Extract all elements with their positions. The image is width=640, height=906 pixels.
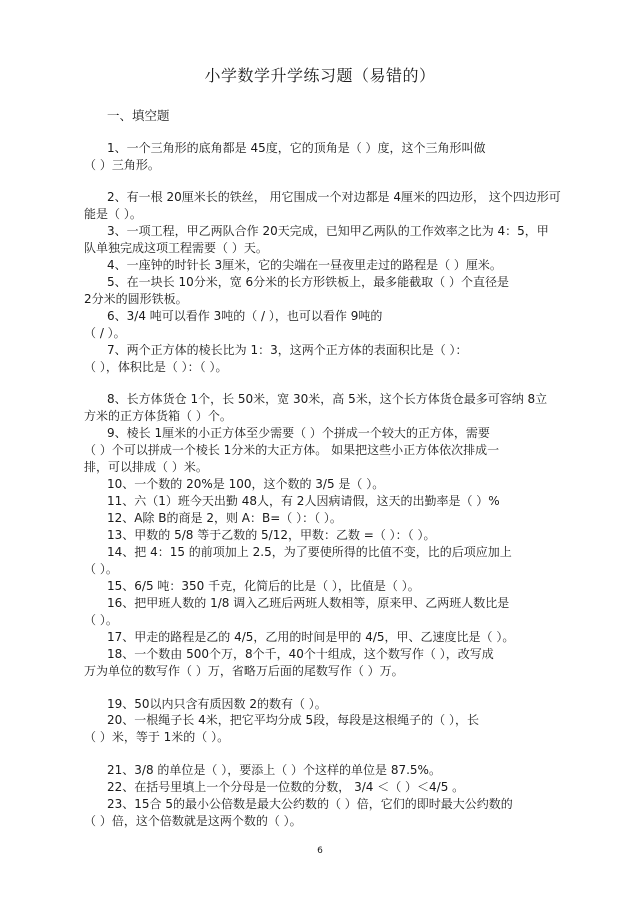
question-line: 万为单位的数写作（ ）万，省略万后面的尾数写作（ ）万。 <box>84 664 404 678</box>
page-title: 小学数学升学练习题（易错的） <box>204 66 436 85</box>
question-line: 13、甲数的 5/8 等于乙数的 5/12，甲数：乙数 =（ ）：（ ）。 <box>107 528 436 542</box>
section-heading: 一、填空题 <box>107 108 170 123</box>
question-line: 20、一根绳子长 4米，把它平均分成 5段，每段是这根绳子的（ ），长 <box>107 713 479 727</box>
question-line: 2、有一根 20厘米长的铁丝， 用它围成一个对边都是 4厘米的四边形， 这个四边形可 <box>107 190 561 204</box>
question-line: 15、6/5 吨：350 千克，化简后的比是（ ），比值是（ ）。 <box>107 579 420 593</box>
question-line: 队单独完成这项工程需要（ ）天。 <box>84 241 268 255</box>
question-line: 18、一个数由 500个万，8个千，40个十组成，这个数写作（ ），改写成 <box>107 647 494 661</box>
question-line: （ ）个可以拼成一个棱长 1分米的大正方体。 如果把这些小正方体依次排成一 <box>84 443 500 457</box>
question-line: 10、一个数的 20%是 100，这个数的 3/5 是（ ）。 <box>107 477 385 491</box>
question-line: （ ）三角形。 <box>84 158 160 172</box>
question-line: 14、把 4：15 的前项加上 2.5，为了要使所得的比值不变，比的后项应加上 <box>107 545 512 559</box>
question-line: （ ）倍，这个倍数就是这两个数的（ ）。 <box>84 814 302 828</box>
question-line: 2分米的圆形铁板。 <box>84 292 188 306</box>
question-line: 方米的正方体货箱（ ）个。 <box>84 409 232 423</box>
question-line: 3、一项工程，甲乙两队合作 20天完成，已知甲乙两队的工作效率之比为 4：5，甲 <box>107 224 549 238</box>
question-line: 7、两个正方体的棱长比为 1：3，这两个正方体的表面积比是（ ）： <box>107 343 468 357</box>
question-line: 5、在一块长 10分米，宽 6分米的长方形铁板上，最多能截取（ ）个直径是 <box>107 275 509 289</box>
question-line: 4、一座钟的时针长 3厘米，它的尖端在一昼夜里走过的路程是（ ）厘米。 <box>107 258 502 272</box>
question-line: （ ）。 <box>84 562 118 576</box>
question-line: 16、把甲班人数的 1/8 调入乙班后两班人数相等，原来甲、乙两班人数比是 <box>107 596 510 610</box>
question-line: （ ），体积比是（ ）：（ ）。 <box>84 360 228 374</box>
question-line: 排，可以排成（ ）米。 <box>84 460 208 474</box>
page-number: 6 <box>317 846 323 856</box>
question-line: 11、六（1）班今天出勤 48人，有 2人因病请假，这天的出勤率是（ ）% <box>107 494 500 508</box>
question-line: （ ）米，等于 1米的（ ）。 <box>84 730 230 744</box>
question-line: 22、在括号里填上一个分母是一位数的分数， 3/4 ＜（ ）＜4/5 。 <box>107 780 465 794</box>
question-line: （ ）。 <box>84 613 118 627</box>
question-line: 8、长方体货仓 1个，长 50米，宽 30米，高 5米，这个长方体货仓最多可容纳 8立 <box>107 392 548 406</box>
question-line: （ / ）。 <box>84 326 126 340</box>
question-line: 能是（ ）。 <box>84 207 142 221</box>
question-line: 21、3/8 的单位是（ ），要添上（ ）个这样的单位是 87.5%。 <box>107 763 441 777</box>
question-line: 12、A除 B的商是 2，则 A：B=（ ）：（ ）。 <box>107 511 342 525</box>
question-line: 17、甲走的路程是乙的 4/5，乙用的时间是甲的 4/5，甲、乙速度比是（ ）。 <box>107 630 515 644</box>
question-line: 23、15合 5的最小公倍数是最大公约数的（ ）倍，它们的即时最大公约数的 <box>107 797 513 811</box>
question-line: 19、50以内只含有质因数 2的数有（ ）。 <box>107 697 327 711</box>
question-line: 9、棱长 1厘米的小正方体至少需要（ ）个拼成一个较大的正方体，需要 <box>107 426 490 440</box>
question-line: 1、一个三角形的底角都是 45度，它的顶角是（ ）度，这个三角形叫做 <box>107 141 486 155</box>
question-line: 6、3/4 吨可以看作 3吨的（ / ），也可以看作 9吨的 <box>107 309 383 323</box>
